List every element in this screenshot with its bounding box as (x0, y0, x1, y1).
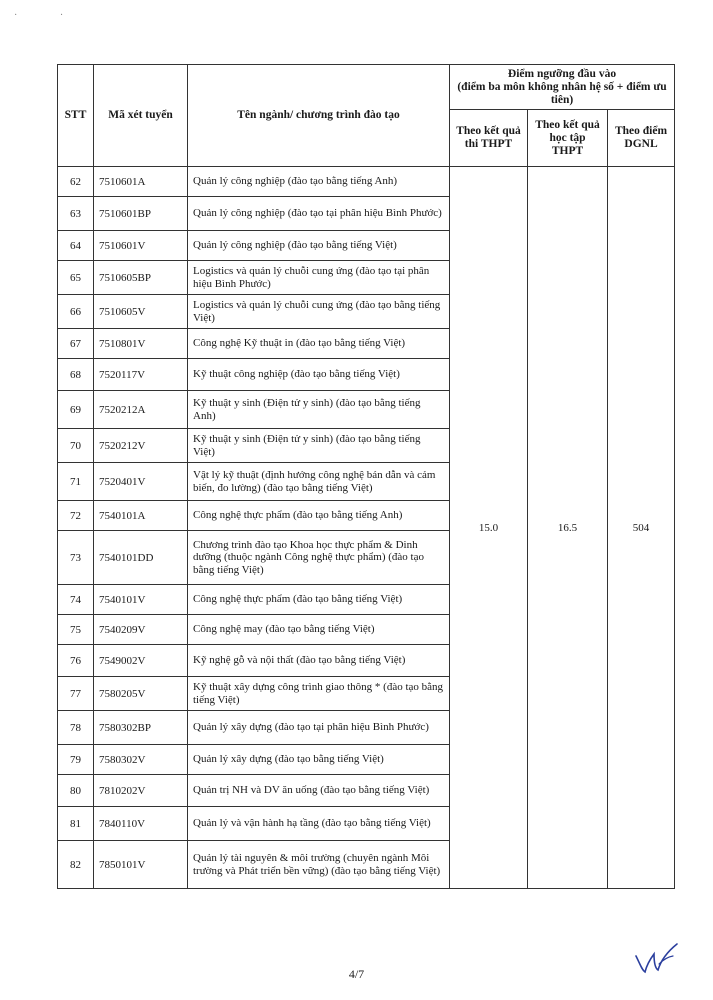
row-program-name: Công nghệ may (đào tạo bằng tiếng Việt) (188, 615, 450, 645)
row-stt: 66 (58, 295, 94, 329)
row-stt: 65 (58, 261, 94, 295)
row-program-name: Chương trình đào tạo Khoa học thực phẩm & Dinh dưỡng (thuộc ngành Công nghệ thực phẩm) (đào tạo bằng tiếng Việt) (188, 531, 450, 585)
header-program: Tên ngành/ chương trình đào tạo (188, 65, 450, 167)
row-stt: 68 (58, 359, 94, 391)
scan-marks: · · (14, 10, 84, 21)
row-program-name: Công nghệ thực phẩm (đào tạo bằng tiếng Anh) (188, 501, 450, 531)
row-stt: 71 (58, 463, 94, 501)
row-program-name: Logistics và quản lý chuỗi cung ứng (đào tạo tại phân hiệu Bình Phước) (188, 261, 450, 295)
row-stt: 63 (58, 197, 94, 231)
row-code: 7540101DD (94, 531, 188, 585)
row-code: 7520212V (94, 429, 188, 463)
row-code: 7840110V (94, 807, 188, 841)
row-stt: 75 (58, 615, 94, 645)
row-code: 7520212A (94, 391, 188, 429)
header-threshold-group: Điểm ngưỡng đầu vào (điểm ba môn không nhân hệ số + điểm ưu tiên) (450, 65, 675, 110)
row-program-name: Quản lý tài nguyên & môi trường (chuyên ngành Môi trường và Phát triển bền vững) (đào tạo bằng tiếng Việt) (188, 841, 450, 889)
row-code: 7580302BP (94, 711, 188, 745)
row-stt: 82 (58, 841, 94, 889)
table-body (58, 167, 675, 889)
row-stt: 79 (58, 745, 94, 775)
row-stt: 67 (58, 329, 94, 359)
header-stt: STT (58, 65, 94, 167)
row-stt: 72 (58, 501, 94, 531)
row-stt: 69 (58, 391, 94, 429)
row-code: 7580302V (94, 745, 188, 775)
row-stt: 81 (58, 807, 94, 841)
row-code: 7580205V (94, 677, 188, 711)
table-row (58, 167, 675, 197)
row-stt: 62 (58, 167, 94, 197)
row-code: 7510601BP (94, 197, 188, 231)
row-code: 7540101A (94, 501, 188, 531)
row-stt: 80 (58, 775, 94, 807)
score-dgnl: 504 (608, 167, 675, 889)
row-program-name: Kỹ nghệ gỗ và nội thất (đào tạo bằng tiếng Việt) (188, 645, 450, 677)
row-program-name: Logistics và quản lý chuỗi cung ứng (đào tạo bằng tiếng Việt) (188, 295, 450, 329)
row-program-name: Kỹ thuật y sinh (Điện tử y sinh) (đào tạo bằng tiếng Việt) (188, 429, 450, 463)
row-program-name: Quản lý và vận hành hạ tầng (đào tạo bằng tiếng Việt) (188, 807, 450, 841)
header-code: Mã xét tuyển (94, 65, 188, 167)
row-stt: 76 (58, 645, 94, 677)
row-code: 7520401V (94, 463, 188, 501)
row-code: 7510601V (94, 231, 188, 261)
row-program-name: Kỹ thuật xây dựng công trình giao thông * (đào tạo bằng tiếng Việt) (188, 677, 450, 711)
page-number: 4/7 (348, 967, 365, 981)
row-program-name: Công nghệ Kỹ thuật in (đào tạo bằng tiếng Việt) (188, 329, 450, 359)
row-program-name: Quản lý xây dựng (đào tạo tại phân hiệu Bình Phước) (188, 711, 450, 745)
row-program-name: Quản lý công nghiệp (đào tạo bằng tiếng Anh) (188, 167, 450, 197)
row-code: 7510801V (94, 329, 188, 359)
row-code: 7510605BP (94, 261, 188, 295)
signature-mark (633, 940, 679, 976)
row-code: 7540101V (94, 585, 188, 615)
row-code: 7540209V (94, 615, 188, 645)
row-stt: 77 (58, 677, 94, 711)
row-program-name: Quản lý công nghiệp (đào tạo tại phân hiệu Bình Phước) (188, 197, 450, 231)
score-hoc-tap: 16.5 (528, 167, 608, 889)
row-code: 7850101V (94, 841, 188, 889)
row-program-name: Vật lý kỹ thuật (định hướng công nghệ bán dẫn và cảm biến, đo lường) (đào tạo bằng tiếng Việt) (188, 463, 450, 501)
row-stt: 64 (58, 231, 94, 261)
row-code: 7549002V (94, 645, 188, 677)
row-program-name: Công nghệ thực phẩm (đào tạo bằng tiếng Việt) (188, 585, 450, 615)
row-stt: 78 (58, 711, 94, 745)
row-stt: 73 (58, 531, 94, 585)
row-stt: 70 (58, 429, 94, 463)
row-code: 7510605V (94, 295, 188, 329)
row-program-name: Kỹ thuật công nghiệp (đào tạo bằng tiếng Việt) (188, 359, 450, 391)
row-code: 7520117V (94, 359, 188, 391)
row-program-name: Quản lý công nghiệp (đào tạo bằng tiếng Việt) (188, 231, 450, 261)
row-program-name: Quản lý xây dựng (đào tạo bằng tiếng Việt) (188, 745, 450, 775)
score-thpt: 15.0 (450, 167, 528, 889)
row-stt: 74 (58, 585, 94, 615)
row-code: 7810202V (94, 775, 188, 807)
row-program-name: Kỹ thuật y sinh (Điện tử y sinh) (đào tạo bằng tiếng Anh) (188, 391, 450, 429)
header-hoc-tap: Theo kết quả học tập THPT (528, 110, 608, 167)
row-program-name: Quản trị NH và DV ăn uống (đào tạo bằng tiếng Việt) (188, 775, 450, 807)
admission-table (57, 64, 675, 889)
header-thpt-exam: Theo kết quả thi THPT (450, 110, 528, 167)
header-dgnl: Theo điểm DGNL (608, 110, 675, 167)
row-code: 7510601A (94, 167, 188, 197)
